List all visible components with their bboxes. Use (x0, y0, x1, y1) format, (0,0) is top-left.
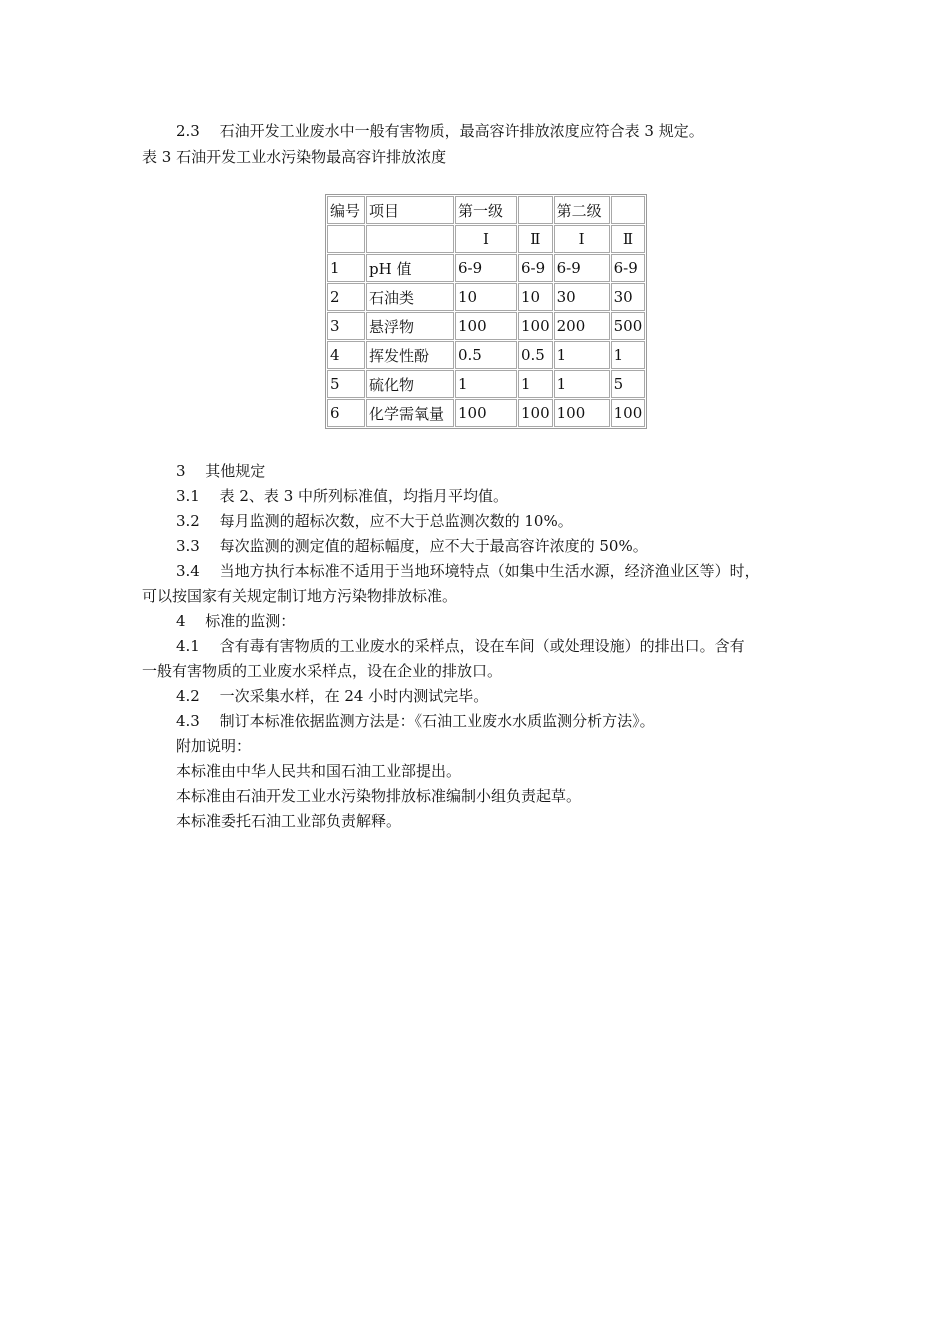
header-cell: 项目 (366, 196, 454, 224)
table-cell: 化学需氧量 (366, 399, 454, 427)
paragraph-4-3: 4.3 制订本标准依据监测方法是：《石油工业废水水质监测分析方法》。 (176, 712, 655, 730)
table-cell: 挥发性酚 (366, 341, 454, 369)
table-cell: 6-9 (554, 254, 610, 282)
table-cell: 1 (554, 370, 610, 398)
table-cell: 3 (327, 312, 365, 340)
subheader-cell (366, 225, 454, 253)
table-cell: 100 (554, 399, 610, 427)
table-cell: 10 (518, 283, 553, 311)
table-cell: 2 (327, 283, 365, 311)
paragraph-3-4-line-1: 3.4 当地方执行本标准不适用于当地环境特点（如集中生活水源，经济渔业区等）时， (176, 562, 760, 580)
subheader-cell (327, 225, 365, 253)
subheader-cell: Ⅱ (611, 225, 646, 253)
table-cell: 500 (611, 312, 646, 340)
standards-table (325, 194, 647, 429)
header-cell: 第一级 (455, 196, 517, 224)
table-cell: 6 (327, 399, 365, 427)
table-cell: 100 (455, 399, 517, 427)
note-line: 本标准由中华人民共和国石油工业部提出。 (176, 762, 462, 780)
table-cell: 1 (611, 341, 646, 369)
table-cell: 100 (611, 399, 646, 427)
table-cell: 4 (327, 341, 365, 369)
table-cell: 10 (455, 283, 517, 311)
table-header-row (327, 196, 645, 224)
table-cell: 0.5 (518, 341, 553, 369)
header-cell: 编号 (327, 196, 365, 224)
table-cell: 6-9 (518, 254, 553, 282)
table-cell: 1 (455, 370, 517, 398)
table-cell: 悬浮物 (366, 312, 454, 340)
notes-title: 附加说明： (176, 737, 252, 755)
table-row (327, 370, 645, 398)
header-cell (611, 196, 646, 224)
table-cell: 0.5 (455, 341, 517, 369)
paragraph-4-1-line-1: 4.1 含有毒有害物质的工业废水的采样点，设在车间（或处理设施）的排出口。含有 (176, 637, 745, 655)
table-cell: 5 (611, 370, 646, 398)
table-row (327, 341, 645, 369)
paragraph-3-3: 3.3 每次监测的测定值的超标幅度，应不大于最高容许浓度的 50%。 (176, 537, 648, 555)
table-cell: 30 (611, 283, 646, 311)
table-cell: 1 (518, 370, 553, 398)
paragraph-3-4-line-2: 可以按国家有关规定制订地方污染物排放标准。 (142, 587, 458, 605)
table-cell: 5 (327, 370, 365, 398)
paragraph-4-1-line-2: 一般有害物质的工业废水采样点，设在企业的排放口。 (142, 662, 503, 680)
table-row (327, 312, 645, 340)
note-line: 本标准委托石油工业部负责解释。 (176, 812, 402, 830)
subheader-cell: Ⅱ (518, 225, 553, 253)
subheader-cell: Ⅰ (455, 225, 517, 253)
table-cell: 6-9 (455, 254, 517, 282)
table-caption: 表 3 石油开发工业水污染物最高容许排放浓度 (142, 148, 447, 166)
paragraph-3-2: 3.2 每月监测的超标次数，应不大于总监测次数的 10%。 (176, 512, 573, 530)
paragraph-3-1: 3.1 表 2、表 3 中所列标准值，均指月平均值。 (176, 487, 509, 505)
table-cell: 1 (554, 341, 610, 369)
header-cell: 第二级 (554, 196, 610, 224)
paragraph-2-3: 2.3 石油开发工业废水中一般有害物质，最高容许排放浓度应符合表 3 规定。 (176, 122, 704, 140)
table-cell: 1 (327, 254, 365, 282)
table-cell: 100 (518, 312, 553, 340)
section-3-heading: 3 其他规定 (176, 462, 266, 480)
table-row (327, 399, 645, 427)
table-cell: 硫化物 (366, 370, 454, 398)
table-subheader-row (327, 225, 645, 253)
subheader-cell: Ⅰ (554, 225, 610, 253)
table-cell: 100 (455, 312, 517, 340)
note-line: 本标准由石油开发工业水污染物排放标准编制小组负责起草。 (176, 787, 582, 805)
table-cell: 100 (518, 399, 553, 427)
table-cell: 200 (554, 312, 610, 340)
table-row (327, 283, 645, 311)
table-cell: 石油类 (366, 283, 454, 311)
table-cell: 30 (554, 283, 610, 311)
section-4-heading: 4 标准的监测： (176, 612, 296, 630)
table-row (327, 254, 645, 282)
paragraph-4-2: 4.2 一次采集水样，在 24 小时内测试完毕。 (176, 687, 489, 705)
header-cell (518, 196, 553, 224)
table-cell: pH 值 (366, 254, 454, 282)
table-cell: 6-9 (611, 254, 646, 282)
